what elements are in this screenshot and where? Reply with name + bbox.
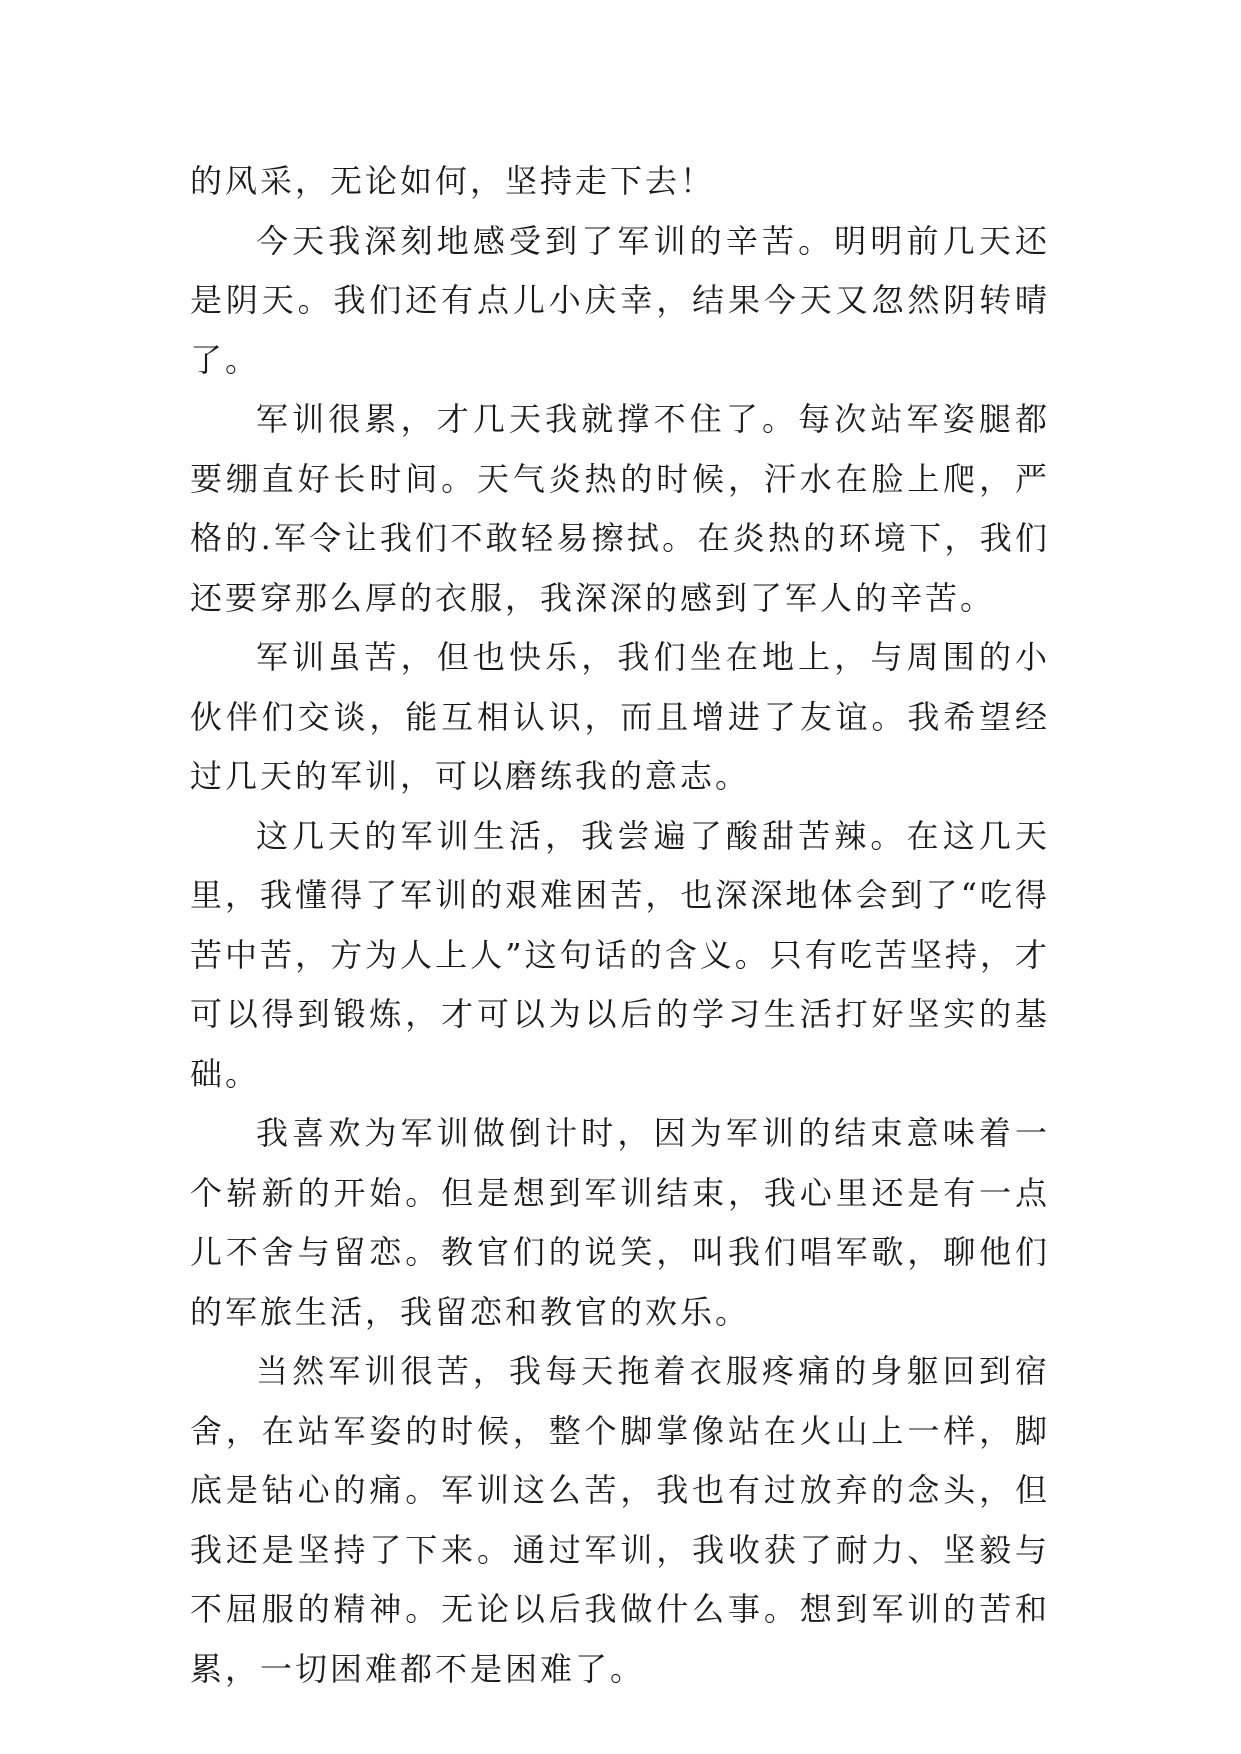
paragraph-3: 军训很累，才几天我就撑不住了。每次站军姿腿都要绷直好长时间。天气炎热的时候，汗水在脸上爬，严格的.军令让我们不敢轻易擦拭。在炎热的环境下，我们还要穿那么厚的衣服，我深深的感到了军人的辛苦。 (190, 400, 1050, 617)
paragraph-7: 当然军训很苦，我每天拖着衣服疼痛的身躯回到宿舍，在站军姿的时候，整个脚掌像站在火山上一样，脚底是钻心的痛。军训这么苦，我也有过放弃的念头，但我还是坚持了下来。通过军训，我收获了耐力、坚毅与不屈服的精神。无论以后我做什么事。想到军训的苦和累，一切困难都不是困难了。 (190, 1352, 1050, 1688)
paragraph-6: 我喜欢为军训做倒计时，因为军训的结束意味着一个崭新的开始。但是想到军训结束，我心里还是有一点儿不舍与留恋。教官们的说笑，叫我们唱军歌，聊他们的军旅生活，我留恋和教官的欢乐。 (190, 1114, 1050, 1331)
paragraph-5: 这几天的军训生活，我尝遍了酸甜苦辣。在这几天里，我懂得了军训的艰难困苦，也深深地体会到了“吃得苦中苦，方为人上人”这句话的含义。只有吃苦坚持，才可以得到锻炼，才可以为以后的学习生活打好坚实的基础。 (190, 816, 1050, 1093)
paragraph-2: 今天我深刻地感受到了军训的辛苦。明明前几天还是阴天。我们还有点儿小庆幸，结果今天又忽然阴转晴了。 (190, 221, 1050, 379)
document-body (190, 152, 1050, 1699)
paragraph-4: 军训虽苦，但也快乐，我们坐在地上，与周围的小伙伴们交谈，能互相认识，而且增进了友谊。我希望经过几天的军训，可以磨练我的意志。 (190, 638, 1050, 795)
paragraph-1: 的风采，无论如何，坚持走下去！ (190, 162, 716, 200)
